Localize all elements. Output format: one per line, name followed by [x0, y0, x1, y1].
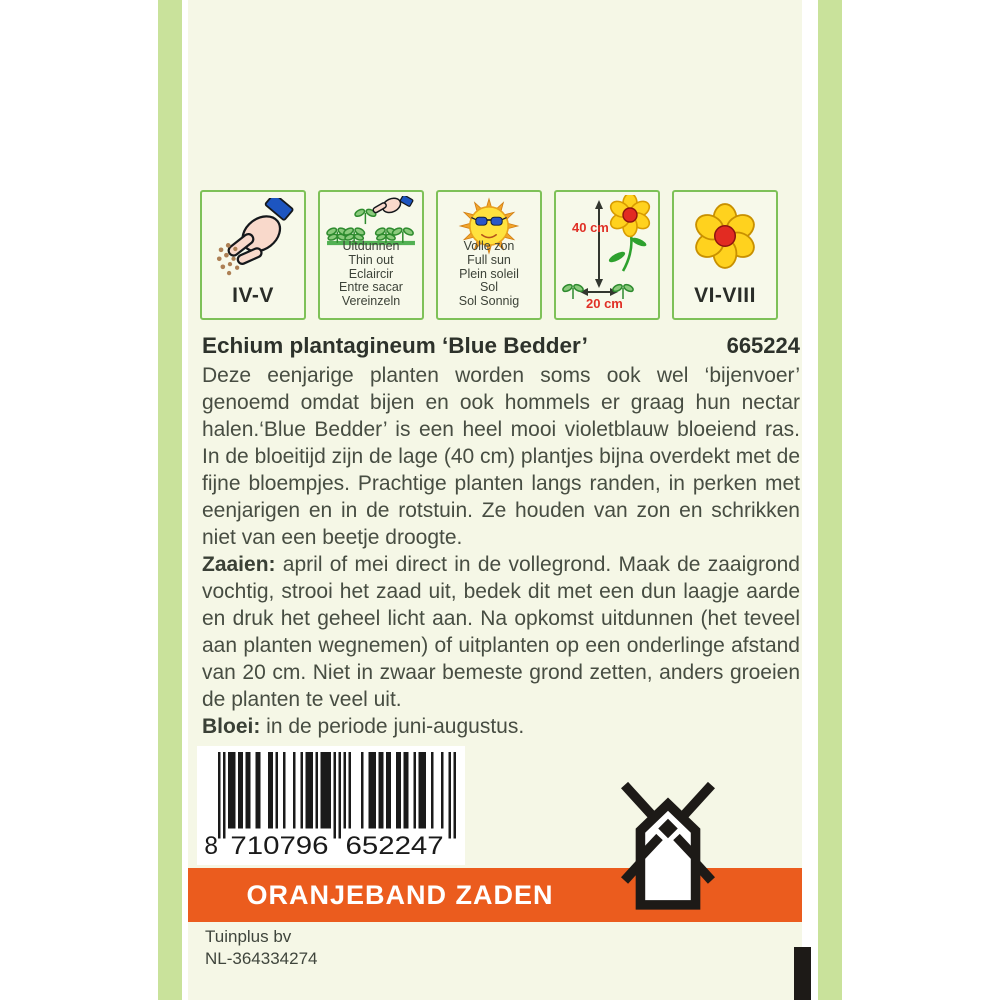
bloom-lead: Bloei:	[202, 715, 261, 738]
page-title: Echium plantagineum ‘Blue Bedder’	[202, 333, 588, 358]
packet-edge-left	[158, 0, 182, 1000]
windmill-logo-icon	[615, 773, 721, 918]
plant-distance-label: 20 cm	[586, 296, 623, 311]
footer-registration: NL-364334274	[205, 949, 318, 968]
pictogram-thinning	[318, 190, 424, 320]
sowing-hand-icon	[210, 198, 300, 282]
footer-company: Tuinplus bv	[205, 927, 292, 946]
thinning-labels: Uitdunnen Thin out Eclaircir Entre sacar Vereinzeln	[339, 239, 403, 309]
pictogram-sowing-period	[200, 190, 306, 320]
pictogram-sun	[436, 190, 542, 320]
flowering-period-label: VI-VIII	[694, 284, 756, 307]
pictogram-spacing	[554, 190, 660, 320]
pictogram-flowering-period	[672, 190, 778, 320]
title-row	[202, 333, 800, 359]
barcode-svg	[204, 752, 458, 858]
svg-text:710796: 710796	[230, 833, 329, 858]
flower-icon	[687, 198, 763, 274]
bloom-paragraph: Bloei: in de periode juni-augustus.	[202, 715, 525, 738]
print-registration-mark	[794, 947, 811, 1000]
svg-text:652247: 652247	[345, 833, 444, 858]
brand-name: ORANJEBAND ZADEN	[246, 879, 554, 910]
sowing-lead: Zaaien:	[202, 553, 276, 576]
sowing-paragraph: Zaaien: april of mei direct in de vollegrond. Maak de zaaigrond vochtig, strooi het zaad uit, bedek dit met een dun laagje aarde en druk het geheel licht aan. Na opkomst uitdunnen (het teveel aan planten wegnemen) of uitplanten op een onderlinge afstand van 20 cm. Niet in zwaar bemeste grond zetten, anders groeien de planten te veel uit.	[202, 553, 800, 711]
packet-edge-right	[818, 0, 842, 1000]
description-paragraph: Deze eenjarige planten worden soms ook wel ‘bijenvoer’ genoemd omdat bijen en ook hommels er graag hun nectar halen.‘Blue Bedder’ is een heel mooi violetblauw bloeiend ras. In de bloeitijd zijn de lage (40 cm) plantjes bijna overdekt met de fijne bloempjes. Prachtige planten langs randen, in perken met eenjarigen en in de rotstuin. Ze houden van zon en schrikken niet van een beetje droogte.	[202, 364, 800, 549]
plant-height-label: 40 cm	[572, 220, 609, 235]
article-number: 665224	[726, 333, 800, 358]
svg-text:8: 8	[204, 833, 219, 858]
sowing-period-label: IV-V	[232, 284, 274, 307]
barcode	[197, 746, 465, 865]
spacing-flower	[608, 195, 652, 237]
description-text	[202, 362, 800, 740]
sun-labels: Volle zon Full sun Plein soleil Sol Sol Sonnig	[458, 239, 520, 309]
